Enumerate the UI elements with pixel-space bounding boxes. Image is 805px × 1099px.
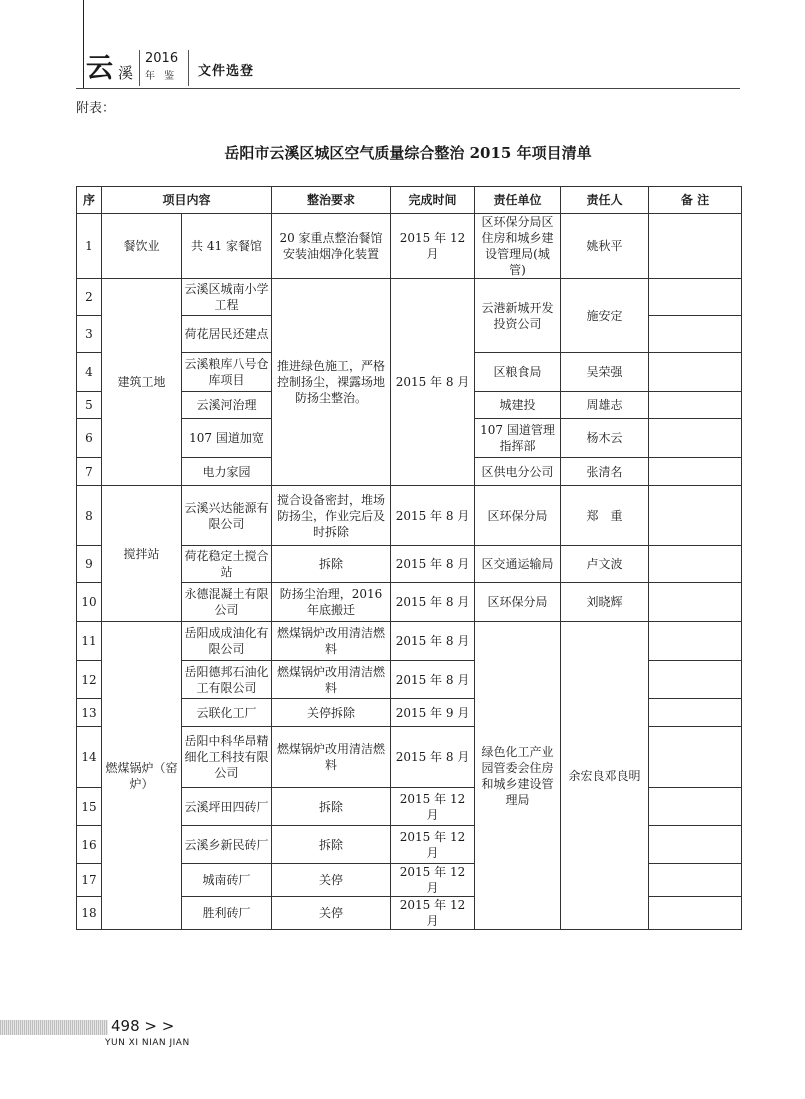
- person-cell: 施安定: [561, 279, 649, 353]
- project-cell: 荷花稳定土搅合站: [182, 546, 272, 583]
- requirement-cell: 防扬尘治理，2016 年底搬迁: [272, 583, 391, 622]
- person-cell: 姚秋平: [561, 214, 649, 279]
- time-cell: 2015 年 8 月: [391, 727, 475, 788]
- note-cell: [649, 353, 742, 392]
- row-number: 1: [77, 214, 102, 279]
- document-title: 岳阳市云溪区城区空气质量综合整治 2015 年项目清单: [224, 144, 592, 162]
- row-number: 18: [77, 897, 102, 930]
- time-cell: 2015 年 8 月: [391, 661, 475, 699]
- project-cell: 岳阳中科华昂精细化工科技有限公司: [182, 727, 272, 788]
- page-arrows: > >: [144, 1017, 175, 1035]
- header-cell: 备 注: [649, 187, 742, 214]
- header-cell: 责任单位: [475, 187, 561, 214]
- requirement-cell: 关停: [272, 897, 391, 930]
- header-separator: [139, 50, 140, 86]
- row-number: 12: [77, 661, 102, 699]
- row-number: 2: [77, 279, 102, 316]
- project-cell: 岳阳德邦石油化工有限公司: [182, 661, 272, 699]
- time-cell: 2015 年 12 月: [391, 864, 475, 897]
- project-cell: 107 国道加宽: [182, 419, 272, 458]
- note-cell: [649, 214, 742, 279]
- row-number: 10: [77, 583, 102, 622]
- project-cell: 云联化工厂: [182, 699, 272, 727]
- row-number: 7: [77, 458, 102, 486]
- time-cell: 2015 年 12 月: [391, 214, 475, 279]
- project-cell: 共 41 家餐馆: [182, 214, 272, 279]
- note-cell: [649, 826, 742, 864]
- note-cell: [649, 699, 742, 727]
- row-number: 5: [77, 392, 102, 419]
- project-cell: 云溪兴达能源有限公司: [182, 486, 272, 546]
- time-cell: 2015 年 8 月: [391, 622, 475, 661]
- table-row: [77, 622, 742, 661]
- header-logo-char-1: 云: [86, 53, 113, 84]
- requirement-cell: 搅合设备密封，堆场防扬尘，作业完后及时拆除: [272, 486, 391, 546]
- person-cell: 刘晓辉: [561, 583, 649, 622]
- time-cell: 2015 年 8 月: [391, 583, 475, 622]
- unit-cell: 区环保分局: [475, 486, 561, 546]
- time-cell: 2015 年 9 月: [391, 699, 475, 727]
- requirement-cell: 拆除: [272, 788, 391, 826]
- unit-cell: 区交通运输局: [475, 546, 561, 583]
- time-cell: 2015 年 12 月: [391, 788, 475, 826]
- note-cell: [649, 788, 742, 826]
- note-cell: [649, 279, 742, 316]
- unit-cell: 区环保分局: [475, 583, 561, 622]
- table-row: [77, 214, 742, 279]
- header-cell: 完成时间: [391, 187, 475, 214]
- header-cell: 项目内容: [102, 187, 272, 214]
- note-cell: [649, 546, 742, 583]
- project-cell: 云溪乡新民砖厂: [182, 826, 272, 864]
- header-cell: 责任人: [561, 187, 649, 214]
- person-cell: 郑 重: [561, 486, 649, 546]
- header-separator: [188, 50, 189, 86]
- row-number: 11: [77, 622, 102, 661]
- requirement-cell: 燃煤锅炉改用清洁燃料: [272, 727, 391, 788]
- note-cell: [649, 316, 742, 353]
- table-header-row: [77, 187, 742, 214]
- unit-cell: 区供电分公司: [475, 458, 561, 486]
- category-cell: 搅拌站: [102, 486, 182, 622]
- row-number: 15: [77, 788, 102, 826]
- header-cell: 序: [77, 187, 102, 214]
- table-row: [77, 486, 742, 546]
- unit-cell: 区粮食局: [475, 353, 561, 392]
- person-cell: 张清名: [561, 458, 649, 486]
- row-number: 13: [77, 699, 102, 727]
- unit-cell: 云港新城开发投资公司: [475, 279, 561, 353]
- row-number: 6: [77, 419, 102, 458]
- table-row: [77, 279, 742, 316]
- note-cell: [649, 622, 742, 661]
- time-cell: 2015 年 8 月: [391, 486, 475, 546]
- category-cell: 燃煤锅炉（窑炉）: [102, 622, 182, 930]
- row-number: 8: [77, 486, 102, 546]
- row-number: 3: [77, 316, 102, 353]
- appendix-label: 附表：: [76, 101, 116, 116]
- person-cell: 卢文波: [561, 546, 649, 583]
- requirement-cell: 关停拆除: [272, 699, 391, 727]
- footer-bar: [0, 1020, 108, 1035]
- project-cell: 城南砖厂: [182, 864, 272, 897]
- header-book-label: 年 鉴: [145, 71, 178, 82]
- person-cell: 周雄志: [561, 392, 649, 419]
- requirement-cell: 推进绿色施工，严格控制扬尘，裸露场地防扬尘整治。: [272, 279, 391, 486]
- unit-cell: 区环保分局区住房和城乡建设管理局(城管): [475, 214, 561, 279]
- row-number: 17: [77, 864, 102, 897]
- note-cell: [649, 392, 742, 419]
- time-cell: 2015 年 8 月: [391, 279, 475, 486]
- project-cell: 电力家园: [182, 458, 272, 486]
- note-cell: [649, 583, 742, 622]
- note-cell: [649, 419, 742, 458]
- row-number: 14: [77, 727, 102, 788]
- row-number: 9: [77, 546, 102, 583]
- requirement-cell: 20 家重点整治餐馆安装油烟净化装置: [272, 214, 391, 279]
- note-cell: [649, 727, 742, 788]
- project-cell: 云溪河治理: [182, 392, 272, 419]
- time-cell: 2015 年 8 月: [391, 546, 475, 583]
- requirement-cell: 拆除: [272, 546, 391, 583]
- header-year: 2016: [145, 51, 179, 66]
- unit-cell: 107 国道管理指挥部: [475, 419, 561, 458]
- footer-book-pinyin: YUN XI NIAN JIAN: [105, 1038, 190, 1048]
- unit-cell: 绿色化工产业园管委会住房和城乡建设管理局: [475, 622, 561, 930]
- requirement-cell: 关停: [272, 864, 391, 897]
- page-number-value: 498: [111, 1017, 140, 1035]
- person-cell: 杨木云: [561, 419, 649, 458]
- row-number: 4: [77, 353, 102, 392]
- category-cell: 建筑工地: [102, 279, 182, 486]
- note-cell: [649, 458, 742, 486]
- person-cell: 吴荣强: [561, 353, 649, 392]
- project-cell: 荷花居民还建点: [182, 316, 272, 353]
- project-table: [76, 186, 742, 930]
- project-cell: 云溪区城南小学工程: [182, 279, 272, 316]
- note-cell: [649, 897, 742, 930]
- header-cell: 整治要求: [272, 187, 391, 214]
- requirement-cell: 拆除: [272, 826, 391, 864]
- project-cell: 云溪坪田四砖厂: [182, 788, 272, 826]
- note-cell: [649, 864, 742, 897]
- requirement-cell: 燃煤锅炉改用清洁燃料: [272, 661, 391, 699]
- project-cell: 岳阳成成油化有限公司: [182, 622, 272, 661]
- unit-cell: 城建投: [475, 392, 561, 419]
- page-number: [111, 1017, 174, 1035]
- row-number: 16: [77, 826, 102, 864]
- time-cell: 2015 年 12 月: [391, 826, 475, 864]
- project-cell: 胜利砖厂: [182, 897, 272, 930]
- project-cell: 永德混凝土有限公司: [182, 583, 272, 622]
- header-section-title: 文件选登: [198, 64, 255, 79]
- project-cell: 云溪粮库八号仓库项目: [182, 353, 272, 392]
- note-cell: [649, 486, 742, 546]
- category-cell: 餐饮业: [102, 214, 182, 279]
- header-rule: [76, 88, 740, 89]
- time-cell: 2015 年 12 月: [391, 897, 475, 930]
- header-vertical-rule: [83, 0, 84, 88]
- requirement-cell: 燃煤锅炉改用清洁燃料: [272, 622, 391, 661]
- person-cell: 余宏良邓良明: [561, 622, 649, 930]
- header-logo-char-2: 溪: [118, 64, 134, 82]
- note-cell: [649, 661, 742, 699]
